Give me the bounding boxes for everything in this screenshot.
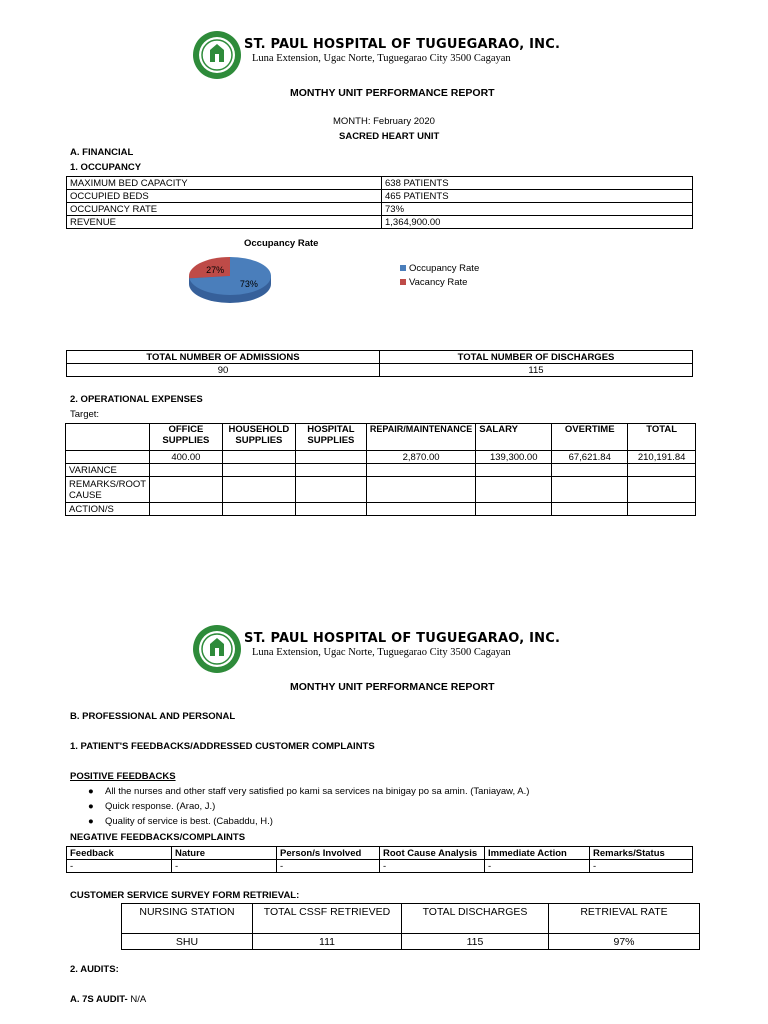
discharges-value: 115 [380,364,693,377]
table-row [122,934,700,950]
table-row [66,424,696,451]
opex-value: 67,621.84 [552,451,628,464]
cssf-value: 97% [549,934,700,950]
legend-item-occupancy [400,263,479,274]
occupancy-pie-chart [180,252,280,308]
list-item [88,801,529,816]
legend-item-vacancy [400,277,479,288]
negative-header: Nature [172,847,277,860]
section-financial: A. FINANCIAL [70,147,134,158]
occupancy-heading: 1. OCCUPANCY [70,162,142,173]
positive-text: Quick response. (Arao, J.) [105,801,216,812]
negative-value: - [277,860,380,873]
positive-text: All the nurses and other staff very satisfied po kami sa services na binigay po sa amin. (Taniayaw, A.) [105,786,530,797]
target-label: Target: [70,409,100,420]
opex-row-label: ACTION/S [66,503,150,516]
legend-swatch-blue [400,265,406,271]
opex-header: HOUSEHOLD SUPPLIES [222,424,295,451]
audits-heading: 2. AUDITS: [70,964,119,975]
cssf-heading: CUSTOMER SERVICE SURVEY FORM RETRIEVAL: [70,890,300,901]
opex-header: REPAIR/MAINTENANCE [366,424,475,451]
pie-label-vacancy: 27% [206,265,225,276]
positive-heading: POSITIVE FEEDBACKS [70,771,176,782]
occupancy-table [66,176,693,229]
opex-value: 139,300.00 [476,451,552,464]
opex-value: 400.00 [149,451,222,464]
occupancy-label: OCCUPIED BEDS [67,190,382,203]
table-row [66,503,696,516]
cssf-value: 111 [253,934,402,950]
opex-header: OVERTIME [552,424,628,451]
opex-value: 2,870.00 [366,451,475,464]
unit-name: SACRED HEART UNIT [339,131,440,142]
negative-table [66,846,693,873]
chart-legend [400,263,479,288]
cssf-value: SHU [122,934,253,950]
opex-corner-cell [66,424,150,451]
hospital-name: ST. PAUL HOSPITAL OF TUGUEGARAO, INC. [244,631,561,646]
cssf-header: NURSING STATION [122,904,253,934]
hospital-address: Luna Extension, Ugac Norte, Tuguegarao City 3500 Cagayan [252,647,511,658]
opex-value: 210,191.84 [628,451,696,464]
bullet-icon: ● [88,786,94,797]
hospital-seal-logo [192,30,242,80]
opex-table [65,423,696,516]
table-row [67,847,693,860]
table-row [66,464,696,477]
hospital-name: ST. PAUL HOSPITAL OF TUGUEGARAO, INC. [244,37,561,52]
report-month: MONTH: February 2020 [333,116,435,127]
admissions-table [66,350,693,377]
audit-7s-label: A. 7S AUDIT- [70,994,128,1005]
bullet-icon: ● [88,816,94,827]
negative-header: Person/s Involved [277,847,380,860]
cssf-value: 115 [402,934,549,950]
report-title: MONTHY UNIT PERFORMANCE REPORT [290,87,495,99]
positive-text: Quality of service is best. (Cabaddu, H.) [105,816,273,827]
opex-heading: 2. OPERATIONAL EXPENSES [70,394,203,405]
opex-value [295,451,366,464]
table-row [66,451,696,464]
table-row [67,216,693,229]
occupancy-value: 465 PATIENTS [382,190,693,203]
negative-value: - [485,860,590,873]
table-row [122,904,700,934]
negative-value: - [172,860,277,873]
negative-header: Root Cause Analysis [380,847,485,860]
table-row [67,190,693,203]
opex-header: SALARY [476,424,552,451]
opex-header: OFFICE SUPPLIES [149,424,222,451]
audit-7s-line [70,994,146,1005]
legend-label: Occupancy Rate [409,263,480,274]
list-item [88,816,529,831]
legend-label: Vacancy Rate [409,277,468,288]
list-item [88,786,529,801]
cssf-table [121,903,700,950]
bullet-icon: ● [88,801,94,812]
negative-value: - [67,860,172,873]
negative-header: Immediate Action [485,847,590,860]
occupancy-value: 638 PATIENTS [382,177,693,190]
positive-list [88,786,529,831]
audit-7s-value: N/A [130,994,147,1005]
occupancy-value: 73% [382,203,693,216]
opex-header: HOSPITAL SUPPLIES [295,424,366,451]
negative-heading: NEGATIVE FEEDBACKS/COMPLAINTS [70,832,246,843]
negative-header: Feedback [67,847,172,860]
table-row [66,477,696,503]
table-row [67,351,693,364]
negative-value: - [590,860,693,873]
table-row [67,203,693,216]
cssf-header: TOTAL DISCHARGES [402,904,549,934]
occupancy-label: OCCUPANCY RATE [67,203,382,216]
opex-row-label: VARIANCE [66,464,150,477]
occupancy-label: REVENUE [67,216,382,229]
cssf-header: RETRIEVAL RATE [549,904,700,934]
opex-header: TOTAL [628,424,696,451]
opex-cell [66,451,150,464]
cssf-header: TOTAL CSSF RETRIEVED [253,904,402,934]
pie-label-occupancy: 73% [239,278,258,289]
chart-title: Occupancy Rate [244,238,319,249]
negative-header: Remarks/Status [590,847,693,860]
section-professional: B. PROFESSIONAL AND PERSONAL [70,711,236,722]
admissions-header: TOTAL NUMBER OF ADMISSIONS [67,351,380,364]
occupancy-label: MAXIMUM BED CAPACITY [67,177,382,190]
discharges-header: TOTAL NUMBER OF DISCHARGES [380,351,693,364]
opex-value [222,451,295,464]
table-row [67,177,693,190]
opex-row-label: REMARKS/ROOT CAUSE [66,477,150,503]
hospital-address: Luna Extension, Ugac Norte, Tuguegarao City 3500 Cagayan [252,53,511,64]
table-row [67,364,693,377]
negative-value: - [380,860,485,873]
occupancy-value: 1,364,900.00 [382,216,693,229]
hospital-seal-logo [192,624,242,674]
legend-swatch-red [400,279,406,285]
report-title: MONTHY UNIT PERFORMANCE REPORT [290,681,495,693]
table-row [67,860,693,873]
admissions-value: 90 [67,364,380,377]
feedback-heading: 1. PATIENT'S FEEDBACKS/ADDRESSED CUSTOMER COMPLAINTS [70,741,375,752]
